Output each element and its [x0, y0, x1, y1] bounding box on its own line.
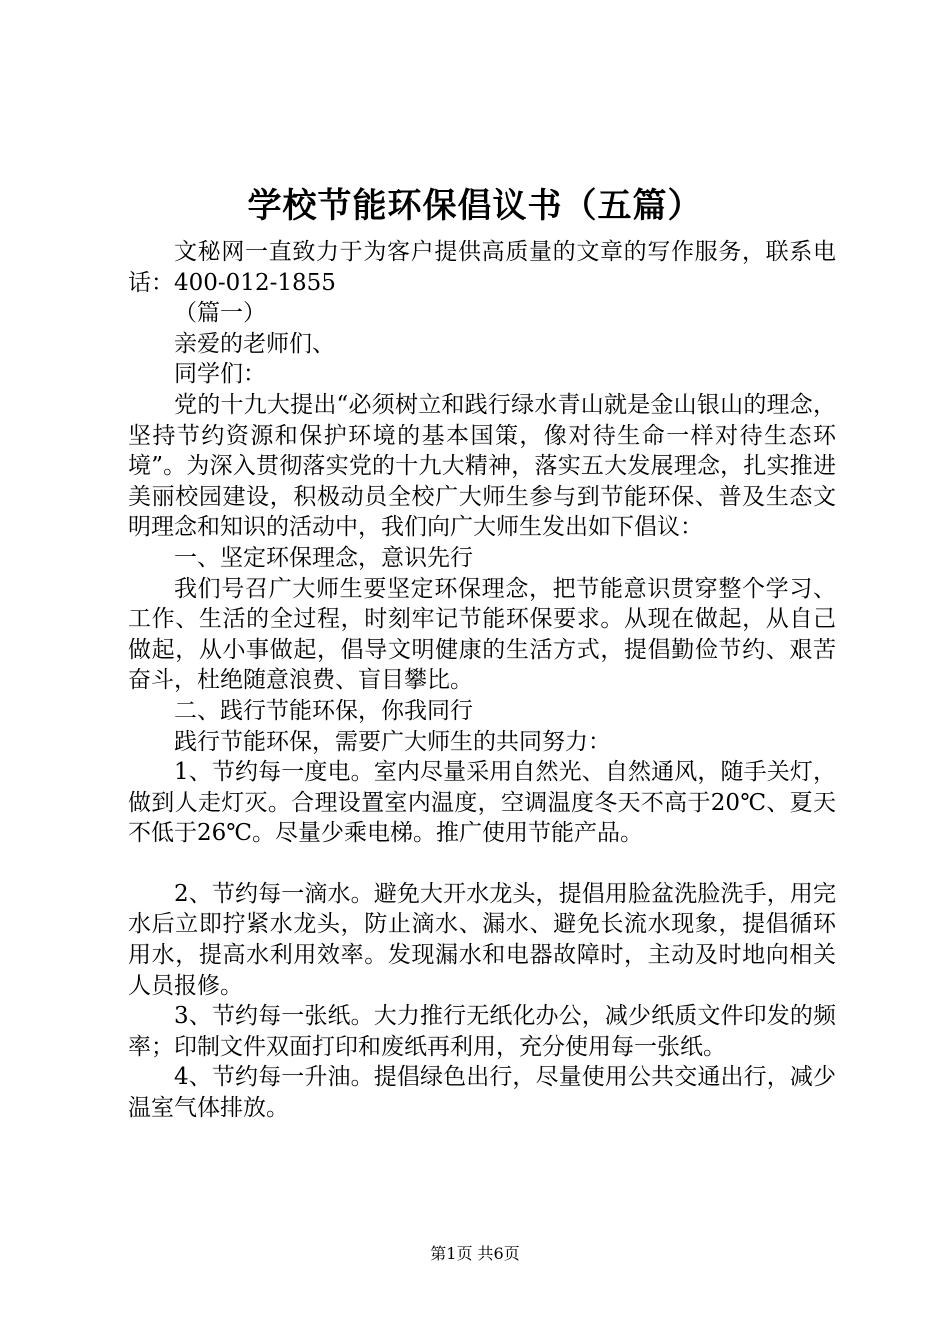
- item-paper: 3、节约每一张纸。大力推行无纸化办公，减少纸质文件印发的频率；印制文件双面打印和废纸再利用，充分使用每一张纸。: [128, 1003, 836, 1060]
- heading-one: 一、坚定环保理念，意识先行: [174, 544, 473, 571]
- page-footer: 第1页 共6页: [430, 1244, 520, 1263]
- item-water: 2、节约每一滴水。避免大开水龙头，提倡用脸盆洗脸洗手，用完水后立即拧紧水龙头，防止滴水、漏水、避免长流水现象，提倡循环用水，提高水利用效率。发现漏水和电器故障时，主动及时地向相关人员报修。: [128, 880, 836, 999]
- paragraph-intro: 文秘网一直致力于为客户提供高质量的文章的写作服务，联系电话：400-012-1855: [128, 239, 836, 296]
- paragraph-salutation-students: 同学们：: [174, 361, 266, 388]
- document-body: [128, 237, 836, 1124]
- paragraph-one: 我们号召广大师生要坚定环保理念，把节能意识贯穿整个学习、工作、生活的全过程，时刻牢记节能环保要求。从现在做起，从自己做起，从小事做起，倡导文明健康的生活方式，提倡勤俭节约、艰苦奋斗，杜绝随意浪费、盲目攀比。: [128, 575, 836, 694]
- paragraph-section-label: （篇一）: [174, 300, 266, 327]
- paragraph-preamble: 党的十九大提出“必须树立和践行绿水青山就是金山银山的理念，坚持节约资源和保护环境的基本国策，像对待生命一样对待生态环境”。为深入贯彻落实党的十九大精神，落实五大发展理念，扎实推进美丽校园建设，积极动员全校广大师生参与到节能环保、普及生态文明理念和知识的活动中，我们向广大师生发出如下倡议：: [128, 391, 836, 541]
- paragraph-salutation-teachers: 亲爱的老师们、: [174, 330, 335, 357]
- paragraph-two-lead: 践行节能环保，需要广大师生的共同努力：: [174, 728, 611, 755]
- item-oil: 4、节约每一升油。提倡绿色出行，尽量使用公共交通出行，减少温室气体排放。: [128, 1064, 836, 1122]
- document-title: 学校节能环保倡议书（五篇）: [247, 186, 703, 226]
- item-electricity: 1、节约每一度电。室内尽量采用自然光、自然通风，随手关灯，做到人走灯灭。合理设置室内温度，空调温度冬天不高于20℃、夏天不低于26℃。尽量少乘电梯。推广使用节能产品。: [128, 759, 836, 847]
- heading-two: 二、践行节能环保，你我同行: [174, 697, 473, 724]
